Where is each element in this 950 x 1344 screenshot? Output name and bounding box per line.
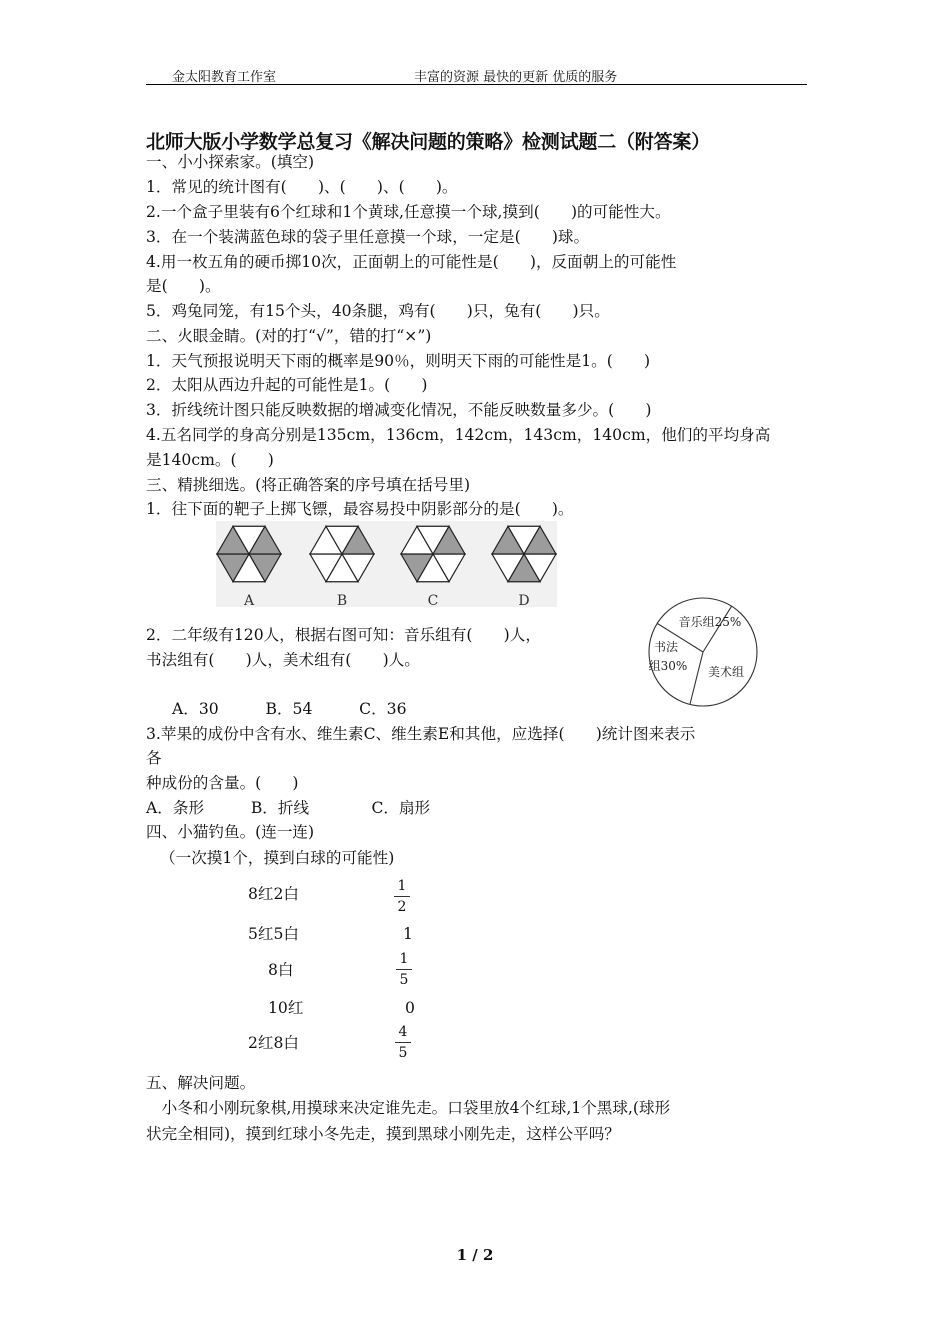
section-5-heading: 五、解决问题。	[146, 1074, 256, 1092]
s4-subtitle: （一次摸1个，摸到白球的可能性)	[160, 849, 395, 867]
section-4-heading: 四、小猫钓鱼。(连一连)	[146, 823, 315, 841]
fraction-numerator: 1	[397, 878, 407, 894]
s5-paragraph-line-2: 状完全相同)，摸到红球小冬先走，摸到黑球小刚先走，这样公平吗？	[146, 1125, 620, 1143]
s4-right-value: 1	[403, 925, 413, 943]
target-label: C	[427, 593, 439, 607]
s3-question-3-line-2: 各	[146, 749, 162, 767]
s4-right-value: 0	[405, 999, 415, 1017]
s3-question-2-line-1: 2．二年级有120人，根据右图可知：音乐组有( )人，	[146, 626, 541, 644]
s3-question-3-line-3: 种成份的含量。( )	[146, 774, 299, 792]
s4-right-fraction	[394, 878, 410, 915]
s1-question-4-line-1: 4.用一枚五角的硬币掷10次，正面朝上的可能性是( )，反面朝上的可能性	[146, 253, 677, 271]
fraction-denominator: 5	[399, 972, 409, 988]
section-1-heading: 一、小小探索家。(填空)	[146, 153, 315, 171]
s2-question-4-line-1: 4.五名同学的身高分别是135cm，136cm，142cm，143cm，140cm，他们的平均身高	[146, 426, 771, 444]
s3-question-3-line-1: 3.苹果的成份中含有水、维生素C、维生素E和其他，应选择( )统计图来表示	[146, 725, 696, 743]
section-2-heading: 二、火眼金睛。(对的打“√”，错的打“×”)	[146, 327, 432, 345]
s5-paragraph-line-1: 小冬和小刚玩象棋,用摸球来决定谁先走。口袋里放4个红球,1个黑球,(球形	[146, 1099, 671, 1117]
s3-question-3-options: A．条形 B．折线 C．扇形	[146, 799, 431, 817]
s2-question-2: 2．太阳从西边升起的可能性是1。( )	[146, 376, 428, 394]
page-title: 北师大版小学数学总复习《解决问题的策略》检测试题二（附答案）	[146, 131, 711, 153]
s1-question-5: 5．鸡兔同笼，有15个头，40条腿，鸡有( )只，兔有( )只。	[146, 302, 610, 320]
pie-label-calligraphy-line-2: 组30%	[648, 659, 688, 673]
header-right: 丰富的资源 最快的更新 优质的服务	[414, 70, 618, 85]
s2-question-1: 1．天气预报说明天下雨的概率是90％，则明天下雨的可能性是1。( )	[146, 352, 651, 370]
s4-left-item: 5红5白	[248, 925, 300, 943]
fraction-numerator: 4	[398, 1024, 408, 1040]
s4-left-item: 8红2白	[248, 885, 300, 903]
fraction-denominator: 2	[397, 899, 407, 915]
pie-label-art: 美术组	[707, 665, 745, 679]
s1-question-1: 1．常见的统计图有( )、( )、( )。	[146, 178, 458, 196]
s3-question-1: 1．往下面的靶子上掷飞镖，最容易投中阴影部分的是( )。	[146, 500, 574, 518]
s4-right-fraction	[395, 1024, 411, 1061]
s1-question-4-line-2: 是( )。	[146, 277, 221, 295]
fraction-denominator: 5	[398, 1045, 408, 1061]
target-label: A	[243, 593, 255, 607]
s3-question-2-options: A．30 B．54 C．36	[172, 700, 407, 718]
target-label: B	[336, 593, 348, 607]
header-left: 金太阳教育工作室	[172, 70, 277, 85]
target-label: D	[518, 593, 530, 607]
header-rule	[146, 84, 807, 85]
dartboard-targets-figure	[216, 521, 557, 607]
s2-question-3: 3．折线统计图只能反映数据的增减变化情况，不能反映数量多少。( )	[146, 401, 652, 419]
s3-question-2-line-2: 书法组有( )人，美术组有( )人。	[146, 651, 420, 669]
fraction-bar	[394, 896, 410, 897]
s4-left-item: 2红8白	[248, 1034, 300, 1052]
s1-question-3: 3．在一个装满蓝色球的袋子里任意摸一个球，一定是( )球。	[146, 228, 590, 246]
section-3-heading: 三、精挑细选。(将正确答案的序号填在括号里)	[146, 476, 471, 494]
s1-question-2: 2.一个盒子里装有6个红球和1个黄球,任意摸一个球,摸到( )的可能性大。	[146, 203, 671, 221]
s4-left-item: 8白	[268, 961, 294, 979]
s2-question-4-line-2: 是140cm。( )	[146, 451, 274, 469]
page-number: 1 / 2	[456, 1246, 494, 1264]
fraction-bar	[395, 1042, 411, 1043]
fraction-numerator: 1	[399, 951, 409, 967]
s4-right-fraction	[396, 951, 412, 988]
pie-chart	[644, 596, 762, 708]
fraction-bar	[396, 969, 412, 970]
pie-label-music: 音乐组25%	[678, 615, 742, 629]
pie-label-calligraphy-line-1: 书法	[653, 640, 679, 654]
s4-left-item: 10红	[268, 999, 304, 1017]
